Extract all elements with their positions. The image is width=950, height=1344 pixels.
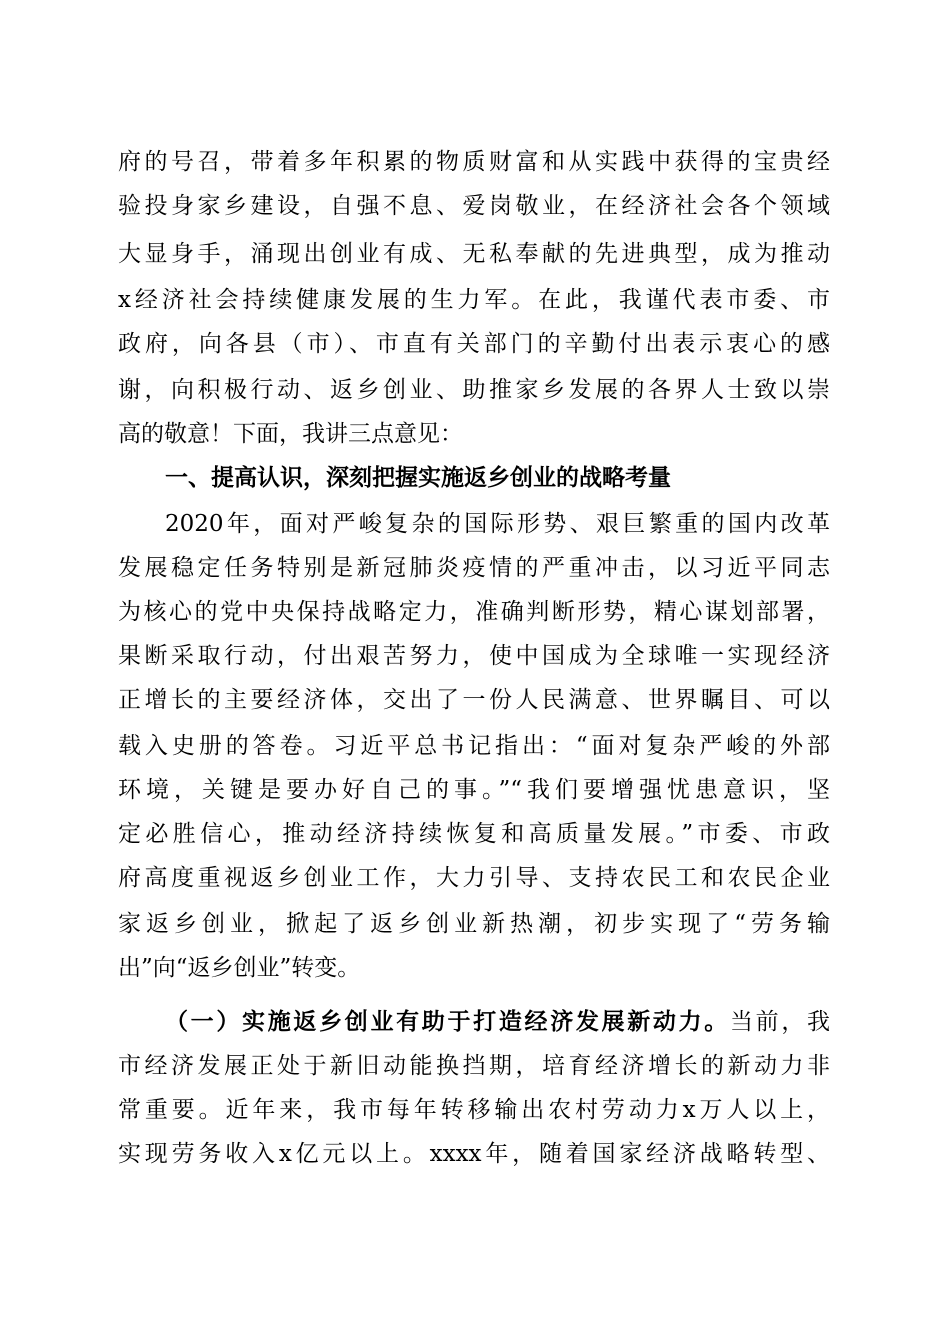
paragraph-2-line-4: 果断采取行动，付出艰苦努力，使中国成为全球唯一实现经济 — [118, 643, 830, 669]
paragraph-1-line-1: 府的号召，带着多年积累的物质财富和从实践中获得的宝贵经 — [118, 149, 830, 175]
paragraph-2-line-10: 家返乡创业，掀起了返乡创业新热潮，初步实现了“劳务输 — [118, 911, 830, 937]
paragraph-2-line-1: 2020年，面对严峻复杂的国际形势、艰巨繁重的国内改革 — [165, 511, 830, 537]
paragraph-1-line-7: 高的敬意！下面，我讲三点意见： — [118, 421, 463, 447]
paragraph-3-line-1 — [165, 1000, 830, 1044]
paragraph-2-line-11: 出”向“返乡创业”转变。 — [118, 955, 361, 981]
paragraph-2-line-2: 发展稳定任务特别是新冠肺炎疫情的严重冲击，以习近平同志 — [118, 555, 830, 581]
paragraph-2-line-3: 为核心的党中央保持战略定力，准确判断形势，精心谋划部署， — [118, 599, 830, 625]
paragraph-2-line-5: 正增长的主要经济体，交出了一份人民满意、世界瞩目、可以 — [118, 687, 830, 713]
paragraph-2-line-6: 载入史册的答卷。习近平总书记指出：“面对复杂严峻的外部 — [118, 733, 830, 759]
paragraph-2-line-8: 定必胜信心，推动经济持续恢复和高质量发展。”市委、市政 — [118, 821, 830, 847]
paragraph-3-lead: （一）实施返乡创业有助于打造经济发展新动力。 — [165, 1009, 730, 1035]
paragraph-1-line-5: 政府，向各县（市）、市直有关部门的辛勤付出表示衷心的感 — [118, 331, 830, 357]
paragraph-3-line-3: 常重要。近年来，我市每年转移输出农村劳动力x万人以上， — [118, 1097, 830, 1123]
paragraph-3-line-4: 实现劳务收入x亿元以上。xxxx年，随着国家经济战略转型、 — [118, 1141, 830, 1167]
section-heading-1: 一、提高认识，深刻把握实施返乡创业的战略考量 — [165, 465, 671, 491]
paragraph-1-line-6: 谢，向积极行动、返乡创业、助推家乡发展的各界人士致以崇 — [118, 377, 830, 403]
paragraph-2-line-9: 府高度重视返乡创业工作，大力引导、支持农民工和农民企业 — [118, 865, 830, 891]
paragraph-2-line-7: 环境，关键是要办好自己的事。”“我们要增强忧患意识，坚 — [118, 777, 830, 803]
paragraph-1-line-4: x经济社会持续健康发展的生力军。在此，我谨代表市委、市 — [118, 287, 830, 313]
paragraph-1-line-3: 大显身手，涌现出创业有成、无私奉献的先进典型，成为推动 — [118, 241, 830, 267]
paragraph-1-line-2: 验投身家乡建设，自强不息、爱岗敬业，在经济社会各个领域 — [118, 193, 830, 219]
paragraph-3-line-2: 市经济发展正处于新旧动能换挡期，培育经济增长的新动力非 — [118, 1053, 830, 1079]
paragraph-3-first-tail: 当前，我 — [729, 1009, 830, 1035]
